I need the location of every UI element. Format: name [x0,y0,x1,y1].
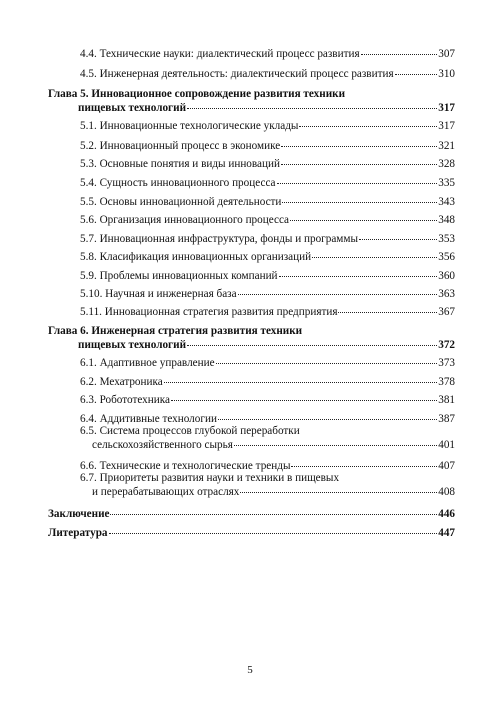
toc-entry-page: 356 [438,251,455,263]
toc-entry-page: 328 [438,158,455,170]
dot-leader [359,239,437,240]
page-number: 5 [247,664,253,676]
toc-references[interactable] [48,526,455,540]
toc-entry-5-5[interactable] [80,195,455,209]
dot-leader [187,108,437,109]
toc-chapter-6[interactable] [48,324,455,352]
toc-entry-page: 387 [438,413,455,425]
toc-entry-label: 5.3. Основные понятия и виды инноваций [80,158,280,170]
toc-entry-5-6[interactable] [80,213,455,227]
toc-entry-page: 321 [438,140,455,152]
toc-entry-5-3[interactable] [80,157,455,171]
toc-entry-5-11[interactable] [80,305,455,319]
dot-leader [361,54,438,55]
dot-leader [110,514,437,515]
dot-leader [281,146,437,147]
dot-leader [238,294,438,295]
toc-entry-label: 6.3. Робототехника [80,394,170,406]
dot-leader [281,164,437,165]
toc-entry-page: 307 [438,48,455,60]
toc-entry-label: 4.4. Технические науки: диалектический процесс развития [80,48,360,60]
chapter-title: Глава 5. Инновационное сопровождение развития техники [48,88,346,100]
toc-entry-4-5[interactable] [80,67,455,81]
toc-entry-4-4[interactable] [80,47,455,61]
dot-leader [312,257,437,258]
toc-entry-5-10[interactable] [80,287,455,301]
toc-entry-page: 447 [438,527,455,539]
toc-entry-5-1[interactable] [80,119,455,133]
toc-entry-label: 5.6. Организация инновационного процесса [80,214,290,226]
toc-entry-label: 5.1. Инновационные технологические уклады [80,120,299,132]
toc-entry-page: 360 [438,270,455,282]
toc-entry-page: 372 [438,339,455,351]
dot-leader [277,183,438,184]
toc-entry-page: 353 [438,233,455,245]
dot-leader [395,74,438,75]
toc-entry-label: 5.5. Основы инновационной деятельности [80,196,282,208]
dot-leader [187,345,437,346]
toc-entry-label: 4.5. Инженерная деятельность: диалектический процесс развития [80,68,394,80]
toc-entry-page: 343 [438,196,455,208]
chapter-title-cont: пищевых технологий [78,102,187,114]
toc-entry-label: 6.2. Мехатроника [80,376,163,388]
toc-entry-label: 5.11. Инновационная стратегия развития предприятия [80,306,338,318]
toc-entry-page: 408 [438,486,455,498]
toc-entry-page: 367 [438,306,455,318]
toc-entry-page: 310 [438,68,455,80]
toc-entry-label: 6.7. Приоритеты развития науки и техники в пищевых [80,472,340,484]
toc-conclusion[interactable] [48,507,455,521]
toc-entry-page: 407 [438,460,455,472]
toc-entry-page: 348 [438,214,455,226]
dot-leader [218,419,437,420]
dot-leader [290,220,437,221]
toc-entry-label: 5.7. Инновационная инфраструктура, фонды и программы [80,233,358,245]
toc-entry-5-8[interactable] [80,250,455,264]
chapter-title-cont: пищевых технологий [78,339,187,351]
dot-leader [216,363,438,364]
toc-entry-5-7[interactable] [80,232,455,246]
toc-entry-5-2[interactable] [80,139,455,153]
toc-entry-page: 317 [438,120,455,132]
toc-entry-label: Заключение [48,508,110,520]
toc-entry-label: 5.9. Проблемы инновационных компаний [80,270,278,282]
toc-entry-5-9[interactable] [80,269,455,283]
toc-entry-page: 378 [438,376,455,388]
dot-leader [338,312,437,313]
toc-entry-label: 6.1. Адаптивное управление [80,357,215,369]
dot-leader [164,382,437,383]
toc-entry-page: 401 [438,439,455,451]
toc-entry-page: 373 [438,357,455,369]
toc-entry-6-7[interactable] [80,471,455,499]
dot-leader [171,400,437,401]
dot-leader [279,276,438,277]
toc-entry-6-1[interactable] [80,356,455,370]
dot-leader [291,466,437,467]
toc-entry-6-3[interactable] [80,393,455,407]
toc-entry-label: 6.4. Аддитивные технологии [80,413,217,425]
toc-entry-page: 381 [438,394,455,406]
dot-leader [282,202,437,203]
toc-entry-page: 363 [438,288,455,300]
toc-entry-label: 6.5. Система процессов глубокой переработки [80,425,300,437]
toc-entry-label: Литература [48,527,108,539]
toc-entry-label: 5.2. Инновационный процесс в экономике [80,140,281,152]
toc-entry-6-5[interactable] [80,424,455,452]
toc-entry-label: 5.4. Сущность инновационного процесса [80,177,276,189]
dot-leader [240,492,437,493]
toc-entry-label: 5.8. Класификация инновационных организаций [80,251,312,263]
dot-leader [109,533,438,534]
toc-entry-page: 335 [438,177,455,189]
chapter-title: Глава 6. Инженерная стратегия развития техники [48,325,303,337]
toc-entry-page: 317 [438,102,455,114]
dot-leader [299,126,437,127]
toc-entry-label: 5.10. Научная и инженерная база [80,288,237,300]
toc-entry-label: 6.6. Технические и технологические тренды [80,460,291,472]
toc-entry-label-cont: сельскохозяйственного сырья [92,439,233,451]
toc-entry-page: 446 [438,508,455,520]
toc-chapter-5[interactable] [48,87,455,115]
toc-entry-5-4[interactable] [80,176,455,190]
dot-leader [234,445,437,446]
toc-entry-6-2[interactable] [80,375,455,389]
toc-entry-label-cont: и перерабатывающих отраслях [92,486,240,498]
